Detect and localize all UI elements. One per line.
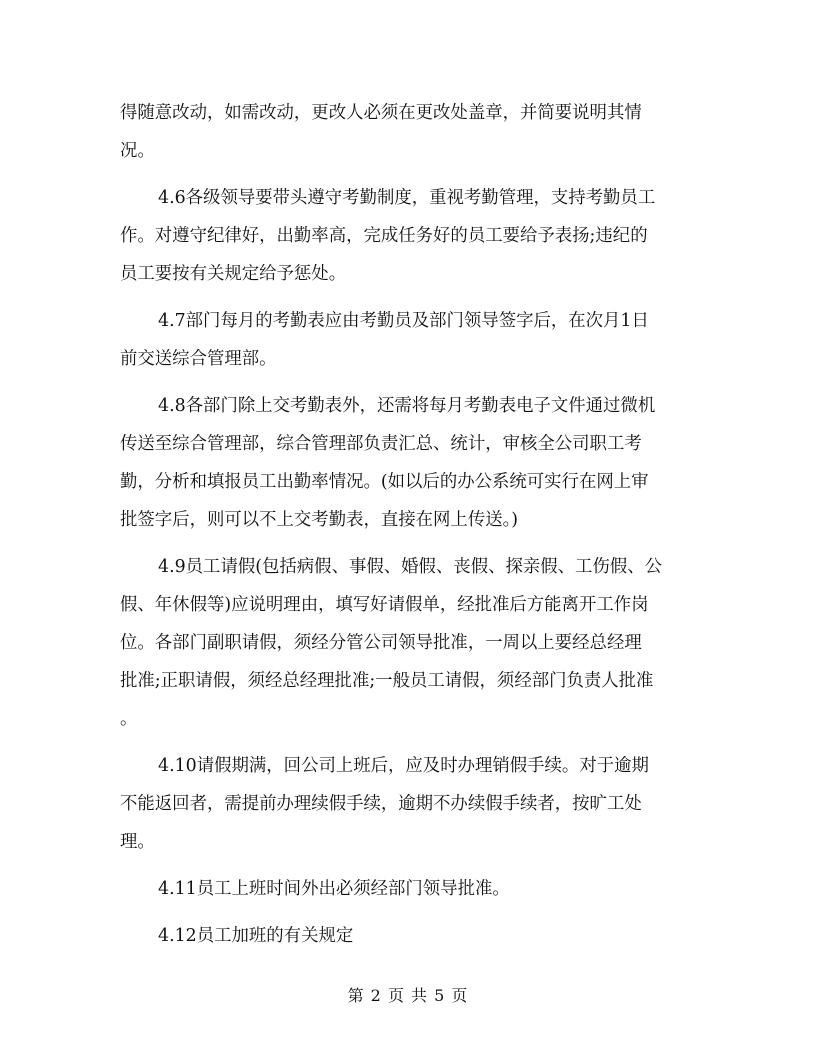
text-line: 假、年休假等)应说明理由，填写好请假单，经批准后方能离开工作岗 [120, 595, 649, 615]
text-line: 传送至综合管理部，综合管理部负责汇总、统计，审核全公司职工考 [120, 434, 642, 454]
text-line: 员工要按有关规定给予惩处。 [120, 264, 347, 284]
text-line: 作。对遵守纪律好，出勤率高，完成任务好的员工要给予表扬;违纪的 [120, 226, 648, 246]
text-line: 况。 [120, 141, 155, 161]
paragraph-4-7 [120, 302, 698, 378]
text-line: 不能返回者，需提前办理续假手续，逾期不办续假手续者，按旷工处 [120, 794, 642, 814]
text-line: 勤，分析和填报员工出勤率情况。(如以后的办公系统可实行在网上审 [120, 472, 649, 492]
text-line: 4.9员工请假(包括病假、事假、婚假、丧假、探亲假、工伤假、公 [158, 557, 662, 577]
page-number-footer: 第 2 页 共 5 页 [347, 986, 469, 1005]
text-line: 4.8各部门除上交考勤表外，还需将每月考勤表电子文件通过微机 [158, 396, 656, 416]
text-line: 得随意改动，如需改动，更改人必须在更改处盖章，并简要说明其情 [120, 103, 642, 123]
paragraph-4-8 [120, 387, 698, 539]
text-line: 。 [120, 709, 138, 729]
text-line: 理。 [120, 832, 155, 852]
paragraph-4-10 [120, 747, 698, 861]
text-line: 4.10请假期满，回公司上班后，应及时办理销假手续。对于逾期 [158, 756, 649, 776]
paragraph-4-11 [120, 870, 698, 908]
text-line: 4.12员工加班的有关规定 [158, 926, 354, 946]
paragraph-4-6 [120, 179, 698, 293]
text-line: 4.7部门每月的考勤表应由考勤员及部门领导签字后，在次月1日 [158, 311, 649, 331]
text-line: 前交送综合管理部。 [120, 349, 277, 369]
paragraph-continuation [120, 94, 698, 170]
text-line: 位。各部门副职请假，须经分管公司领导批准，一周以上要经总经理 [120, 633, 642, 653]
paragraph-4-9 [120, 548, 698, 738]
text-line: 批准;正职请假，须经总经理批准;一般员工请假，须经部门负责人批准 [120, 671, 654, 691]
text-line: 批签字后，则可以不上交考勤表，直接在网上传送。) [120, 510, 519, 530]
text-line: 4.11员工上班时间外出必须经部门领导批准。 [158, 879, 510, 899]
paragraph-4-12 [120, 917, 698, 955]
document-body [120, 94, 698, 955]
text-line: 4.6各级领导要带头遵守考勤制度，重视考勤管理，支持考勤员工 [158, 188, 656, 208]
